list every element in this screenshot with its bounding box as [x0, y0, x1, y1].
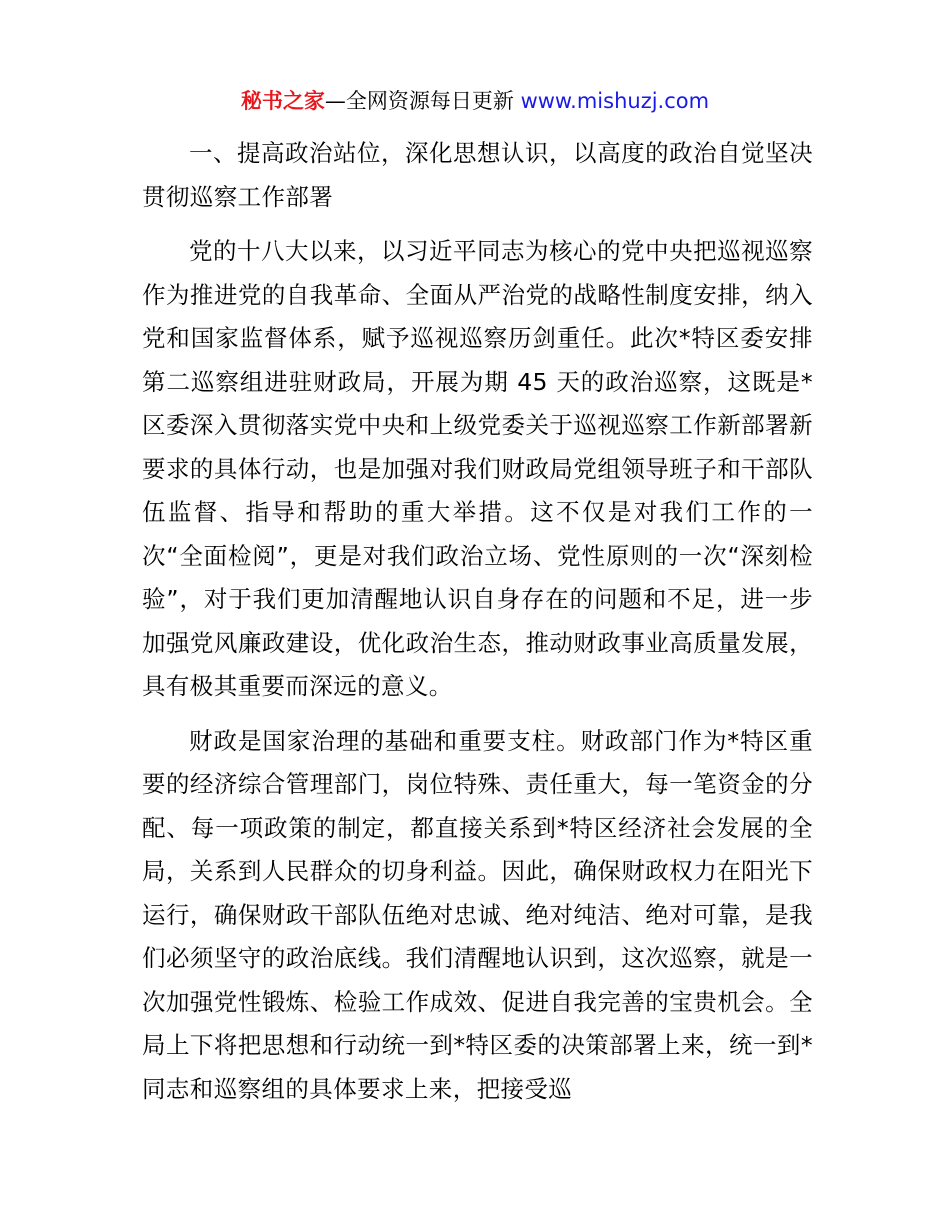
- site-url-link[interactable]: www.mishuzj.com: [520, 89, 710, 113]
- paragraph-2: 财政是国家治理的基础和重要支柱。财政部门作为*特区重要的经济综合管理部门，岗位特殊、责任重大，每一笔资金的分配、每一项政策的制定，都直接关系到*特区经济社会发展的全局，关系到人民群众的切身利益。因此，确保财政权力在阳光下运行，确保财政干部队伍绝对忠诚、绝对纯洁、绝对可靠，是我们必须坚守的政治底线。我们清醒地认识到，这次巡察，就是一次加强党性锻炼、检验工作成效、促进自我完善的宝贵机会。全局上下将把思想和行动统一到*特区委的决策部署上来，统一到*同志和巡察组的具体要求上来，把接受巡: [142, 726, 813, 1103]
- paragraph-1: 党的十八大以来，以习近平同志为核心的党中央把巡视巡察作为推进党的自我革命、全面从严治党的战略性制度安排，纳入党和国家监督体系，赋予巡视巡察历剑重任。此次*特区委安排第二巡察组进驻财政局，开展为期 45 天的政治巡察，这既是*区委深入贯彻落实党中央和上级党委关于巡视巡察工作新部署新要求的具体行动，也是加强对我们财政局党组领导班子和干部队伍监督、指导和帮助的重大举措。这不仅是对我们工作的一次“全面检阅”，更是对我们政治立场、党性原则的一次“深刻检验”，对于我们更加清醒地认识自身存在的问题和不足，进一步加强党风廉政建设，优化政治生态，推动财政事业高质量发展，具有极其重要而深远的意义。: [142, 237, 813, 700]
- site-tagline: —全网资源每日更新: [324, 89, 514, 113]
- section-heading: 一、提高政治站位，深化思想认识，以高度的政治自觉坚决贯彻巡察工作部署: [142, 139, 813, 211]
- page-header: [0, 86, 950, 116]
- document-body: [142, 132, 813, 1122]
- site-brand: 秘书之家: [240, 89, 325, 113]
